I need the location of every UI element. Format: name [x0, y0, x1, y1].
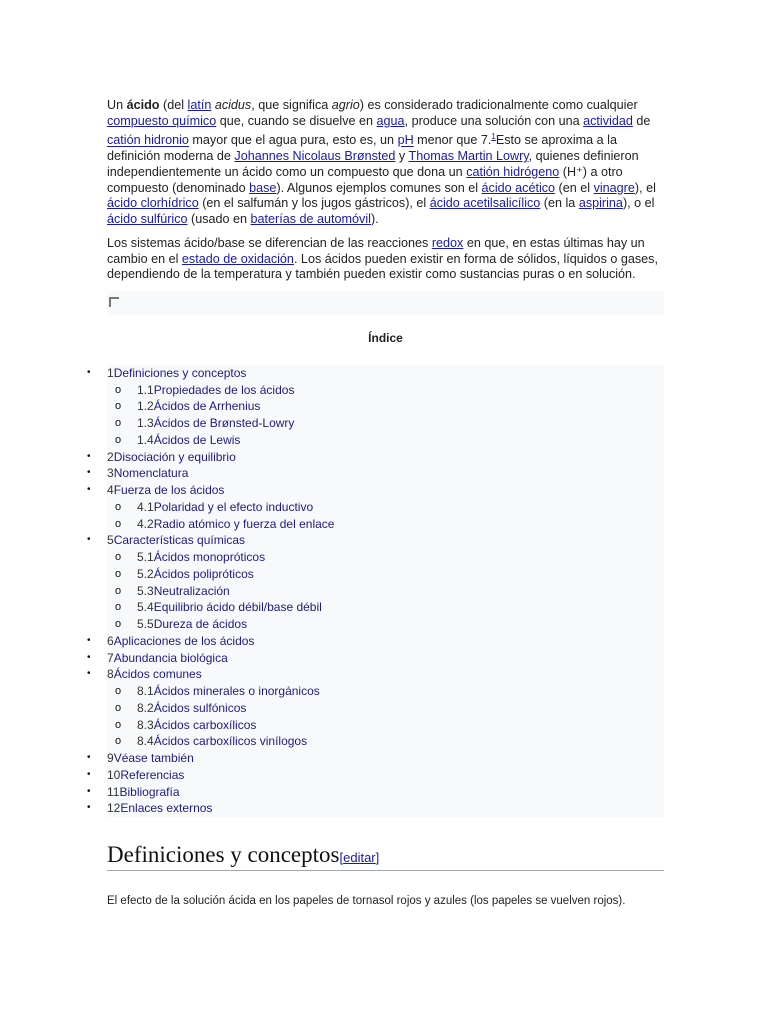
text-run: menor que 7.: [413, 133, 492, 148]
inline-link[interactable]: agua: [376, 113, 405, 128]
toc-number: 12: [107, 801, 121, 816]
disc-bullet-icon: •: [87, 634, 91, 646]
text-run: ), el: [634, 180, 656, 195]
text-run: que, cuando se disuelve en: [216, 113, 377, 128]
edit-bracket-open: [: [339, 850, 344, 865]
inline-link[interactable]: estado de oxidación: [181, 251, 294, 266]
toc-item[interactable]: [107, 717, 664, 734]
text-run: Esto se aproxima a la definición moderna de: [107, 133, 617, 164]
text-run: (en el: [555, 180, 594, 195]
toc-item-link[interactable]: [107, 634, 254, 648]
toc-number: 5.5: [137, 617, 154, 632]
toc-number: 11: [107, 784, 120, 799]
toc-label: Véase también: [113, 751, 194, 766]
text-run: mayor que el agua pura, esto es, un: [188, 133, 398, 148]
toc-item-link[interactable]: [107, 399, 260, 413]
disc-bullet-icon: •: [87, 802, 91, 814]
toc-number: 1.4: [137, 432, 154, 447]
toc-number: 1.3: [137, 416, 154, 431]
text-run: ) es considerado tradicionalmente como cualquier: [359, 98, 638, 112]
toc-label: Ácidos polipróticos: [153, 566, 254, 581]
toc-label: Ácidos monopróticos: [153, 550, 266, 565]
inline-link[interactable]: Johannes Nicolaus Brønsted: [234, 149, 396, 164]
toc-item[interactable]: [87, 750, 664, 767]
toc-label: Definiciones y conceptos: [113, 365, 247, 380]
toc-item[interactable]: [107, 432, 664, 449]
edit-link[interactable]: editar: [343, 850, 376, 865]
toc-label: Propiedades de los ácidos: [153, 382, 295, 397]
image-caption: El efecto de la solución ácida en los papeles de tornasol rojos y azules (los papeles se vuelven rojos).: [107, 895, 626, 907]
inline-link[interactable]: aspirina: [578, 196, 623, 211]
toc-item[interactable]: [107, 566, 664, 583]
toc-item-link[interactable]: [107, 533, 245, 547]
inline-link[interactable]: pH: [397, 133, 414, 148]
toc-list: [87, 365, 664, 817]
toc-item-link[interactable]: [107, 416, 294, 430]
toc-item-link[interactable]: [107, 517, 334, 531]
toc-item[interactable]: [107, 733, 664, 750]
text-run: , quienes definieron independientemente un ácido como un compuesto que dona un: [107, 149, 639, 179]
toc-item[interactable]: [87, 767, 664, 784]
inline-link[interactable]: baterías de automóvil: [250, 212, 371, 227]
toc-item[interactable]: [87, 633, 664, 650]
toc-item-link[interactable]: [107, 433, 240, 447]
inline-link[interactable]: ácido acético: [481, 180, 556, 195]
toc-label: Equilibrio ácido débil/base débil: [153, 600, 322, 615]
toc-label: Bibliografía: [119, 784, 180, 799]
toc-label: Ácidos minerales o inorgánicos: [153, 684, 320, 699]
toc-label: Radio atómico y fuerza del enlace: [153, 516, 335, 531]
inline-link[interactable]: compuesto químico: [107, 113, 217, 128]
italic-term: agrio: [331, 98, 360, 112]
disc-bullet-icon: •: [87, 785, 91, 797]
circle-bullet-icon: o: [115, 383, 122, 396]
toc-item-link[interactable]: [107, 751, 194, 765]
toc-item-link[interactable]: [107, 768, 184, 782]
toc-label: Aplicaciones de los ácidos: [113, 633, 255, 648]
disc-bullet-icon: •: [87, 752, 91, 764]
toc-item[interactable]: [107, 382, 664, 399]
toc-number: 5: [107, 533, 114, 548]
toc-number: 3: [107, 466, 114, 481]
text-run: de: [632, 113, 651, 128]
toc-number: 1: [107, 365, 114, 380]
toc-item[interactable]: [87, 800, 664, 817]
toc-item[interactable]: [107, 683, 664, 700]
text-run: , que significa: [251, 98, 332, 112]
intro-paragraph-2: [107, 236, 664, 283]
toc-number: 4: [107, 483, 114, 498]
toc-item-link[interactable]: [107, 701, 246, 715]
toc-number: 4.1: [137, 499, 154, 514]
table-of-contents: [87, 291, 664, 816]
toc-number: 1.2: [137, 399, 154, 414]
toc-item-link[interactable]: [107, 466, 188, 480]
toc-item-link[interactable]: [107, 801, 212, 815]
toc-label: Ácidos carboxílicos vinílogos: [153, 734, 308, 749]
text-run: ), o el: [622, 196, 655, 211]
inline-link[interactable]: redox: [431, 235, 464, 250]
text-run: Un: [107, 98, 127, 112]
section-heading: [107, 842, 664, 871]
disc-bullet-icon: •: [87, 366, 91, 378]
toc-label: Fuerza de los ácidos: [113, 483, 225, 498]
toc-number: 2: [107, 449, 114, 464]
toc-item-link[interactable]: [107, 651, 228, 665]
text-run: (en la: [540, 196, 579, 211]
toc-number: 4.2: [137, 516, 154, 531]
circle-bullet-icon: o: [115, 567, 122, 580]
toc-item[interactable]: [87, 482, 664, 499]
toc-item-link[interactable]: [107, 785, 180, 799]
toc-item[interactable]: [87, 532, 664, 549]
toc-item[interactable]: [87, 465, 664, 482]
circle-bullet-icon: o: [115, 584, 122, 597]
toc-item[interactable]: [107, 398, 664, 415]
toc-item[interactable]: [107, 700, 664, 717]
toc-label: Nomenclatura: [113, 466, 189, 481]
circle-bullet-icon: o: [115, 400, 122, 413]
circle-bullet-icon: o: [115, 433, 122, 446]
text-run: y: [395, 149, 409, 164]
toc-item[interactable]: [87, 784, 664, 801]
toc-item-link[interactable]: [107, 600, 322, 614]
intro-paragraph-1: [107, 98, 664, 228]
toc-number: 5.4: [137, 600, 154, 615]
toc-header: [107, 315, 664, 365]
inline-link[interactable]: latín: [187, 98, 212, 112]
inline-link[interactable]: ácido sulfúrico: [107, 212, 188, 227]
toc-title: Índice: [368, 330, 403, 345]
toc-item-link[interactable]: [107, 567, 254, 581]
circle-bullet-icon: o: [115, 417, 122, 430]
toc-label: Enlaces externos: [120, 801, 213, 816]
toc-number: 1.1: [137, 382, 154, 397]
toc-item[interactable]: [107, 583, 664, 600]
toc-number: 8.3: [137, 717, 154, 732]
text-run: (usado en: [187, 212, 251, 227]
edit-bracket-close: ]: [375, 850, 380, 865]
toc-item-link[interactable]: [107, 550, 265, 564]
toc-number: 5.3: [137, 583, 154, 598]
toc-item-link[interactable]: [107, 684, 320, 698]
toc-label: Abundancia biológica: [113, 650, 228, 665]
toc-item-link[interactable]: [107, 617, 247, 631]
toc-number: 9: [107, 751, 114, 766]
toc-item[interactable]: [87, 449, 664, 466]
toc-label: Características químicas: [113, 533, 246, 548]
toc-label: Ácidos comunes: [113, 667, 202, 682]
toc-number: 8.4: [137, 734, 154, 749]
toc-number: 8: [107, 667, 114, 682]
disc-bullet-icon: •: [87, 534, 91, 546]
toc-label: Referencias: [120, 767, 185, 782]
bold-term: ácido: [126, 98, 160, 112]
toc-item-link[interactable]: [107, 450, 236, 464]
inline-link[interactable]: ácido acetilsalicílico: [429, 196, 541, 211]
toc-item[interactable]: [107, 599, 664, 616]
circle-bullet-icon: o: [115, 601, 122, 614]
circle-bullet-icon: o: [115, 500, 122, 513]
toc-number: 10: [107, 767, 121, 782]
toc-item[interactable]: [107, 415, 664, 432]
disc-bullet-icon: •: [87, 450, 91, 462]
toc-label: Ácidos de Lewis: [153, 432, 241, 447]
toc-number: 8.2: [137, 700, 154, 715]
text-run: (en el salfumán y los jugos gástricos), el: [198, 196, 430, 211]
text-run: (del: [159, 98, 188, 112]
toc-number: 6: [107, 633, 114, 648]
toc-item-link[interactable]: [107, 500, 313, 514]
toc-item-link[interactable]: [107, 667, 202, 681]
toc-label: Dureza de ácidos: [153, 617, 248, 632]
toc-item-link[interactable]: [107, 734, 307, 748]
broken-image-icon: [109, 297, 119, 307]
toc-label: Ácidos de Arrhenius: [153, 399, 261, 414]
circle-bullet-icon: o: [115, 551, 122, 564]
text-run: , produce una solución con una: [404, 113, 584, 128]
toc-item-link[interactable]: [107, 383, 294, 397]
edit-section: [339, 850, 379, 865]
toc-item[interactable]: [107, 499, 664, 516]
text-run: ). Algunos ejemplos comunes son el: [276, 180, 482, 195]
toc-number: 8.1: [137, 684, 154, 699]
toc-item-link[interactable]: [107, 366, 246, 380]
toc-item-link[interactable]: [107, 584, 230, 598]
toc-label: Ácidos carboxílicos: [153, 717, 257, 732]
toc-label: Ácidos sulfónicos: [153, 700, 247, 715]
inline-link[interactable]: vinagre: [593, 180, 635, 195]
toc-item[interactable]: [107, 616, 664, 633]
section-title: Definiciones y conceptos: [107, 842, 340, 867]
toc-label: Polaridad y el efecto inductivo: [153, 499, 314, 514]
disc-bullet-icon: •: [87, 467, 91, 479]
text-run: ).: [370, 212, 379, 227]
toc-image-row: [107, 291, 664, 315]
disc-bullet-icon: •: [87, 484, 91, 496]
article-content: [87, 98, 664, 816]
inline-link[interactable]: ácido clorhídrico: [107, 196, 199, 211]
text-run: Los sistemas ácido/base se diferencian de las reacciones: [107, 235, 432, 250]
circle-bullet-icon: o: [115, 685, 122, 698]
inline-link[interactable]: base: [249, 180, 277, 195]
circle-bullet-icon: o: [115, 718, 122, 731]
toc-item[interactable]: [107, 516, 664, 533]
inline-link[interactable]: catión hidrógeno: [466, 165, 560, 179]
disc-bullet-icon: •: [87, 768, 91, 780]
toc-number: 5.2: [137, 566, 154, 581]
inline-link[interactable]: Thomas Martin Lowry: [408, 149, 529, 164]
toc-item[interactable]: [87, 365, 664, 382]
toc-item-link[interactable]: [107, 718, 256, 732]
toc-item[interactable]: [107, 549, 664, 566]
text-run: (H⁺) a otro compuesto (denominado: [107, 165, 623, 195]
italic-term: acidus: [214, 98, 252, 112]
circle-bullet-icon: o: [115, 701, 122, 714]
toc-number: 7: [107, 650, 114, 665]
circle-bullet-icon: o: [115, 517, 122, 530]
disc-bullet-icon: •: [87, 651, 91, 663]
text-run: en que, en estas últimas hay un cambio en el: [107, 235, 645, 266]
inline-link[interactable]: catión hidronio: [107, 133, 189, 148]
toc-label: Ácidos de Brønsted-Lowry: [153, 416, 295, 431]
reference-link[interactable]: 1: [491, 132, 496, 142]
inline-link[interactable]: actividad: [583, 113, 633, 128]
toc-number: 5.1: [137, 550, 154, 565]
toc-label: Disociación y equilibrio: [113, 449, 236, 464]
disc-bullet-icon: •: [87, 668, 91, 680]
toc-item-link[interactable]: [107, 483, 224, 497]
circle-bullet-icon: o: [115, 618, 122, 631]
toc-item[interactable]: [87, 666, 664, 683]
toc-label: Neutralización: [153, 583, 230, 598]
toc-item[interactable]: [87, 650, 664, 667]
text-run: . Los ácidos pueden existir en forma de sólidos, líquidos o gases, dependiendo de la temperatura y también pueden existir como sustancias puras o en solución.: [107, 251, 658, 282]
circle-bullet-icon: o: [115, 735, 122, 748]
